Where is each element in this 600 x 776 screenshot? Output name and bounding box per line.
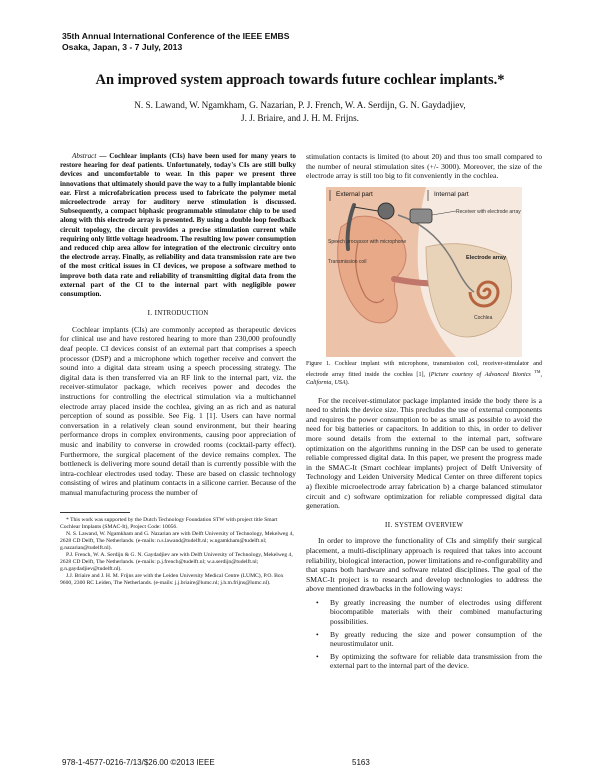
caption-end: ). xyxy=(345,380,350,386)
abstract-lead: Abstract xyxy=(72,152,97,160)
section-title-initial: S xyxy=(394,519,400,529)
authors-line-1: N. S. Lawand, W. Ngamkham, G. Nazarian, P. J. French, W. A. Serdijn, G. N. Gaydadjiev, xyxy=(134,100,466,110)
right-column xyxy=(306,152,542,674)
label-electrode-array: Electrode array xyxy=(466,254,507,261)
receiver-paragraph: For the receiver-stimulator package implanted inside the body there is a need to shrink the device size. This precludes the use of external components and requires the power consumption to be as small as possible to avoid the need for big batteries or capacitors. In addition to this, in order to deliver more sound details from the external to the internal part, software optimization on the algorithms running in the DSP can be used to generate reliable compressed digital data. In this paper, we present the progress made in the SMAC-It (Smart cochlear implants) project of Delft University of Technology and Leiden University Medical Center on three different topics a) flexible microelectrode array fabrication b) a charge balanced stimulator circuit and c) software optimization for reliable compressed digital data generation. xyxy=(306,395,542,511)
paper-title: An improved system approach towards future cochlear implants.* xyxy=(95,72,505,88)
authors-line-2: J. J. Briaire, and J. H. M. Frijns. xyxy=(241,113,359,123)
caption-trademark: TM xyxy=(534,369,541,375)
label-internal-part: Internal part xyxy=(434,190,469,198)
overview-paragraph: In order to improve the functionality of CIs and simplify their surgical placement, a multi-disciplinary approach is required that takes into account reliability, biological interaction, power limitations and re-configurability and that spans both hardware and software related disciplines. The goal of the SMAC-It project is to research and develop technologies to address the above mentioned drawbacks in the following ways: xyxy=(306,536,542,594)
abstract-text: — Cochlear implants (CIs) have been used for many years to restore hearing for deaf patients. Unfortunately, today's CIs are still bulky devices and uncomfortable to wear. In this paper we present three innovations that ultimately should pave the way to a fully implantable bionic ear. First a microfabrication process used to fabricate the polymer metal microelectrode array for auditory nerve stimulation is discussed. Subsequently, a compact biphasic programmable stimulator chip to be used along with this electrode array is presented. By using a double loop feedback circuit topology, the circuit provides a precise stimulation current while requiring only little voltage headroom. The resulting low power consumption and reduced chip area allow for integration of the electronic circuitry onto the electrode array. Finally, as reliability and data transmission rate are two of the most critical issues in CI devices, we propose a software method to improve both data rate and reliability of transmitting digital data from the external part of the CI to the internal part with negligible power consumption. xyxy=(60,152,297,299)
caption-main: Figure 1. Cochlear implant with microphone, transmission coil, receiver-stimulator and electrode array fitted inside the cochlea [1], ( xyxy=(306,360,542,379)
list-item: • By greatly reducing the size and power consumption of the neurostimulator unit. xyxy=(330,630,542,649)
cochlear-implant-illustration xyxy=(306,187,542,357)
left-column xyxy=(60,152,296,587)
footnote-funding: * This work was supported by the Dutch Technology Foundation STW with project title Smart Cochlear Implants (SMAC-It), Project Code: 10056. xyxy=(60,516,278,530)
introduction-paragraph: Cochlear implants (CIs) are commonly accepted as therapeutic devices for clinical use and have restored hearing to more than 230,000 profoundly deaf people. CI devices consist of an external part that comprises a speech processor (DSP) and a microphone which together receive and convert the sound into a digital data stream using a speech processing strategy. The digital data is then transferred via an RF link to the internal part, viz. the receiver-stimulator package, which receives power and decodes the instructions for controlling the electrical stimulation via a multichannel electrode array placed inside the cochlea, giving an as rich and as natural perception of sound as possible. See Fig. 1 [1]. Users can have normal conversation in a relatively clean sound environment, but their hearing performance drops in complex environments, causing poor appreciation of music and inability to converse in crowded rooms (cocktail-party effect). Furthermore, the surgical placement of the device remains complex. The bottleneck is delivering more sound detail than is currently possible with the intra-cochlear electrodes used today. These are based on classic technology consisting of wires and platinum contacts in a silicone carrier. Because of the manual manufacturing process the number of xyxy=(60,324,296,497)
section-heading-introduction xyxy=(60,308,296,319)
footnote-divider xyxy=(60,512,130,513)
label-transmission-coil: Transmission coil xyxy=(328,258,367,265)
author-list xyxy=(60,99,540,125)
section-heading-system-overview xyxy=(306,520,542,531)
section-title-rest: NTRODUCTION xyxy=(157,310,209,318)
conference-name: 35th Annual International Conference of the IEEE EMBS xyxy=(62,31,290,41)
list-item: • By greatly increasing the number of electrodes using different biocompatible materials with their combined manufacturing possibilities. xyxy=(330,598,542,627)
footnote-affiliation-1: N. S. Lawand, W. Ngamkham and G. Nazarian are with Delft University of Technology, Mekelweg 4, 2628 CD Delft, The Netherlands. (e-mails: n.s.lawand@tudelft.nl; w.ngamkham@tudelft.nl; g.nazarian@tudelft.nl). xyxy=(60,530,294,551)
conference-location: Osaka, Japan, 3 - 7 July, 2013 xyxy=(62,41,183,52)
page-number: 5163 xyxy=(352,758,370,767)
footnote-affiliation-2: P.J. French, W. A. Serdijn & G. N. Gaydadjiev are with Delft University of Technology, Mekelweg 4, 2628 CD Delft, The Netherlands. (e-mails: p.j.french@tudelft.nl; w.a.serdijn@tudelft.nl; g.n.gaydadjiev@tudelft.nl). xyxy=(60,552,293,573)
figure-cochlear-implant xyxy=(306,187,542,357)
section-number: II. xyxy=(384,519,393,529)
footer-copyright: 978-1-4577-0216-7/13/$26.00 ©2013 IEEE xyxy=(62,758,215,767)
label-speech-processor: Speech processor with microphone xyxy=(328,238,407,245)
figure-caption xyxy=(306,361,542,388)
label-external-part: External part xyxy=(336,190,373,198)
label-receiver: Receiver with electrode array xyxy=(456,208,521,215)
caption-credit: Picture courtesy of Advanced Bionics xyxy=(430,372,535,379)
section-title-rest: VERVIEW xyxy=(430,521,464,529)
section-title-mid: YSTEM xyxy=(399,521,424,529)
caption-location: , California, USA xyxy=(306,372,543,386)
section-number: I. xyxy=(147,308,153,318)
abstract xyxy=(60,152,296,299)
conference-header xyxy=(62,31,289,52)
improvement-list xyxy=(306,598,542,671)
continued-paragraph: stimulation contacts is limited (to about 20) and thus too small compared to the number of neural stimulation sites (+/- 3000). Moreover, the size of the electrode array is still too big to fit conveniently in the cochlea. xyxy=(306,152,542,181)
label-cochlea: Cochlea xyxy=(474,314,493,321)
footnote-affiliation-3: J.J. Briaire and J. H. M. Frijns are with the Leiden University Medical Centre (LUMC), P.O. Box 9600, 2300 RC Leiden, The Netherlands. (e-mails: j.j.briaire@lumc.nl; j.h.m.frijns@lumc.nl). xyxy=(60,573,284,587)
section-title-initial: I xyxy=(154,308,158,318)
section-title-initial-2: O xyxy=(425,519,431,529)
list-item: • By optimizing the software for reliable data transmission from the external part to the internal part of the device. xyxy=(330,652,542,671)
